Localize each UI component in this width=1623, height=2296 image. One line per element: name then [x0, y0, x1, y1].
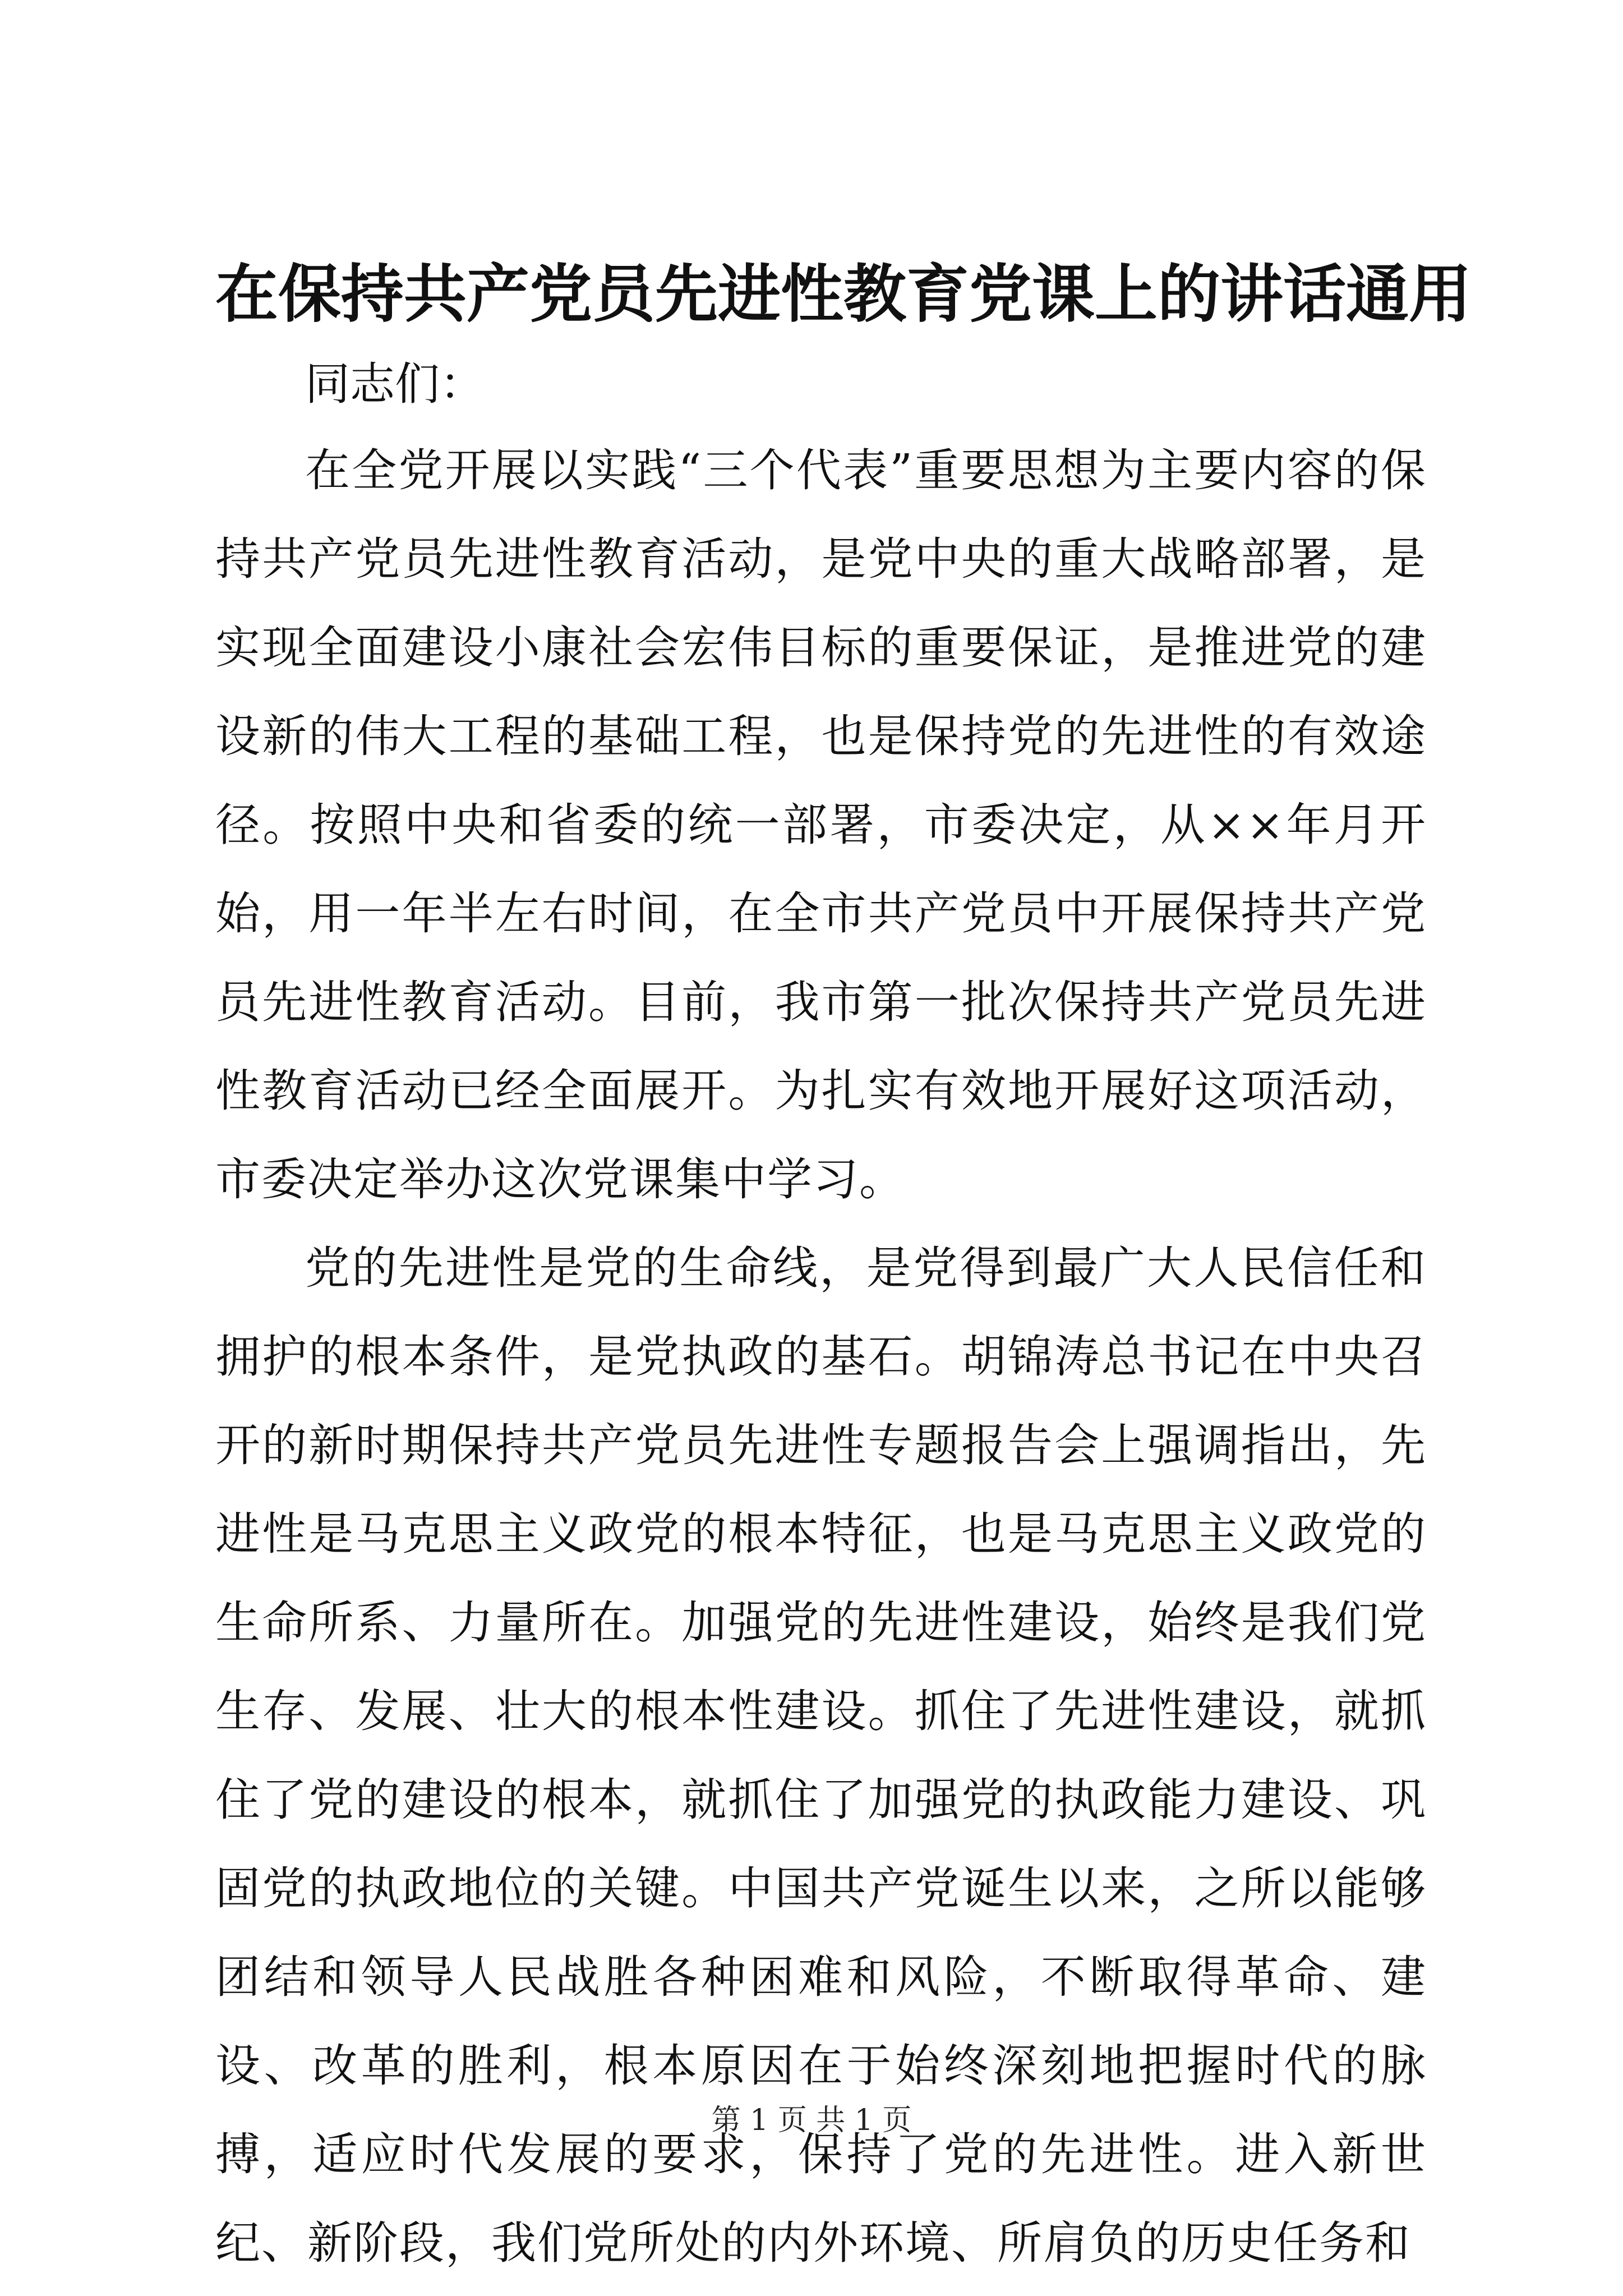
page-footer: 第 1 页 共 1 页: [711, 2104, 912, 2137]
paragraph-2: 党的先进性是党的生命线，是党得到最广大人民信任和拥护的根本条件，是党执政的基石。胡锦涛总书记在中央召开的新时期保持共产党员先进性专题报告会上强调指出，先进性是马克思主义政党的根本特征，也是马克思主义政党的生命所系、力量所在。加强党的先进性建设，始终是我们党生存、发展、壮大的根本性建设。抓住了先进性建设，就抓住了党的建设的根本，就抓住了加强党的执政能力建设、巩固党的执政地位的关键。中国共产党诞生以来，之所以能够团结和领导人民战胜各种困难和风险，不断取得革命、建设、改革的胜利，根本原因在于始终深刻地把握时代的脉搏，适应时代发展的要求，保持了党的先进性。进入新世纪、新阶段，我们党所处的内外环境、所肩负的历史任务和: [215, 1242, 1427, 2269]
document-title: 在保持共产党员先进性教育党课上的讲话通用: [215, 257, 1472, 331]
salutation: 同志们：: [305, 358, 485, 410]
paragraph-1: 在全党开展以实践“三个代表”重要思想为主要内容的保持共产党员先进性教育活动，是党中央的重大战略部署，是实现全面建设小康社会宏伟目标的重要保证，是推进党的建设新的伟大工程的基础工程，也是保持党的先进性的有效途径。按照中央和省委的统一部署，市委决定，从××年月开始，用一年半左右时间，在全市共产党员中开展保持共产党员先进性教育活动。目前，我市第一批次保持共产党员先进性教育活动已经全面展开。为扎实有效地开展好这项活动，市委决定举办这次党课集中学习。: [215, 444, 1427, 1205]
document-body: [215, 342, 1427, 2288]
